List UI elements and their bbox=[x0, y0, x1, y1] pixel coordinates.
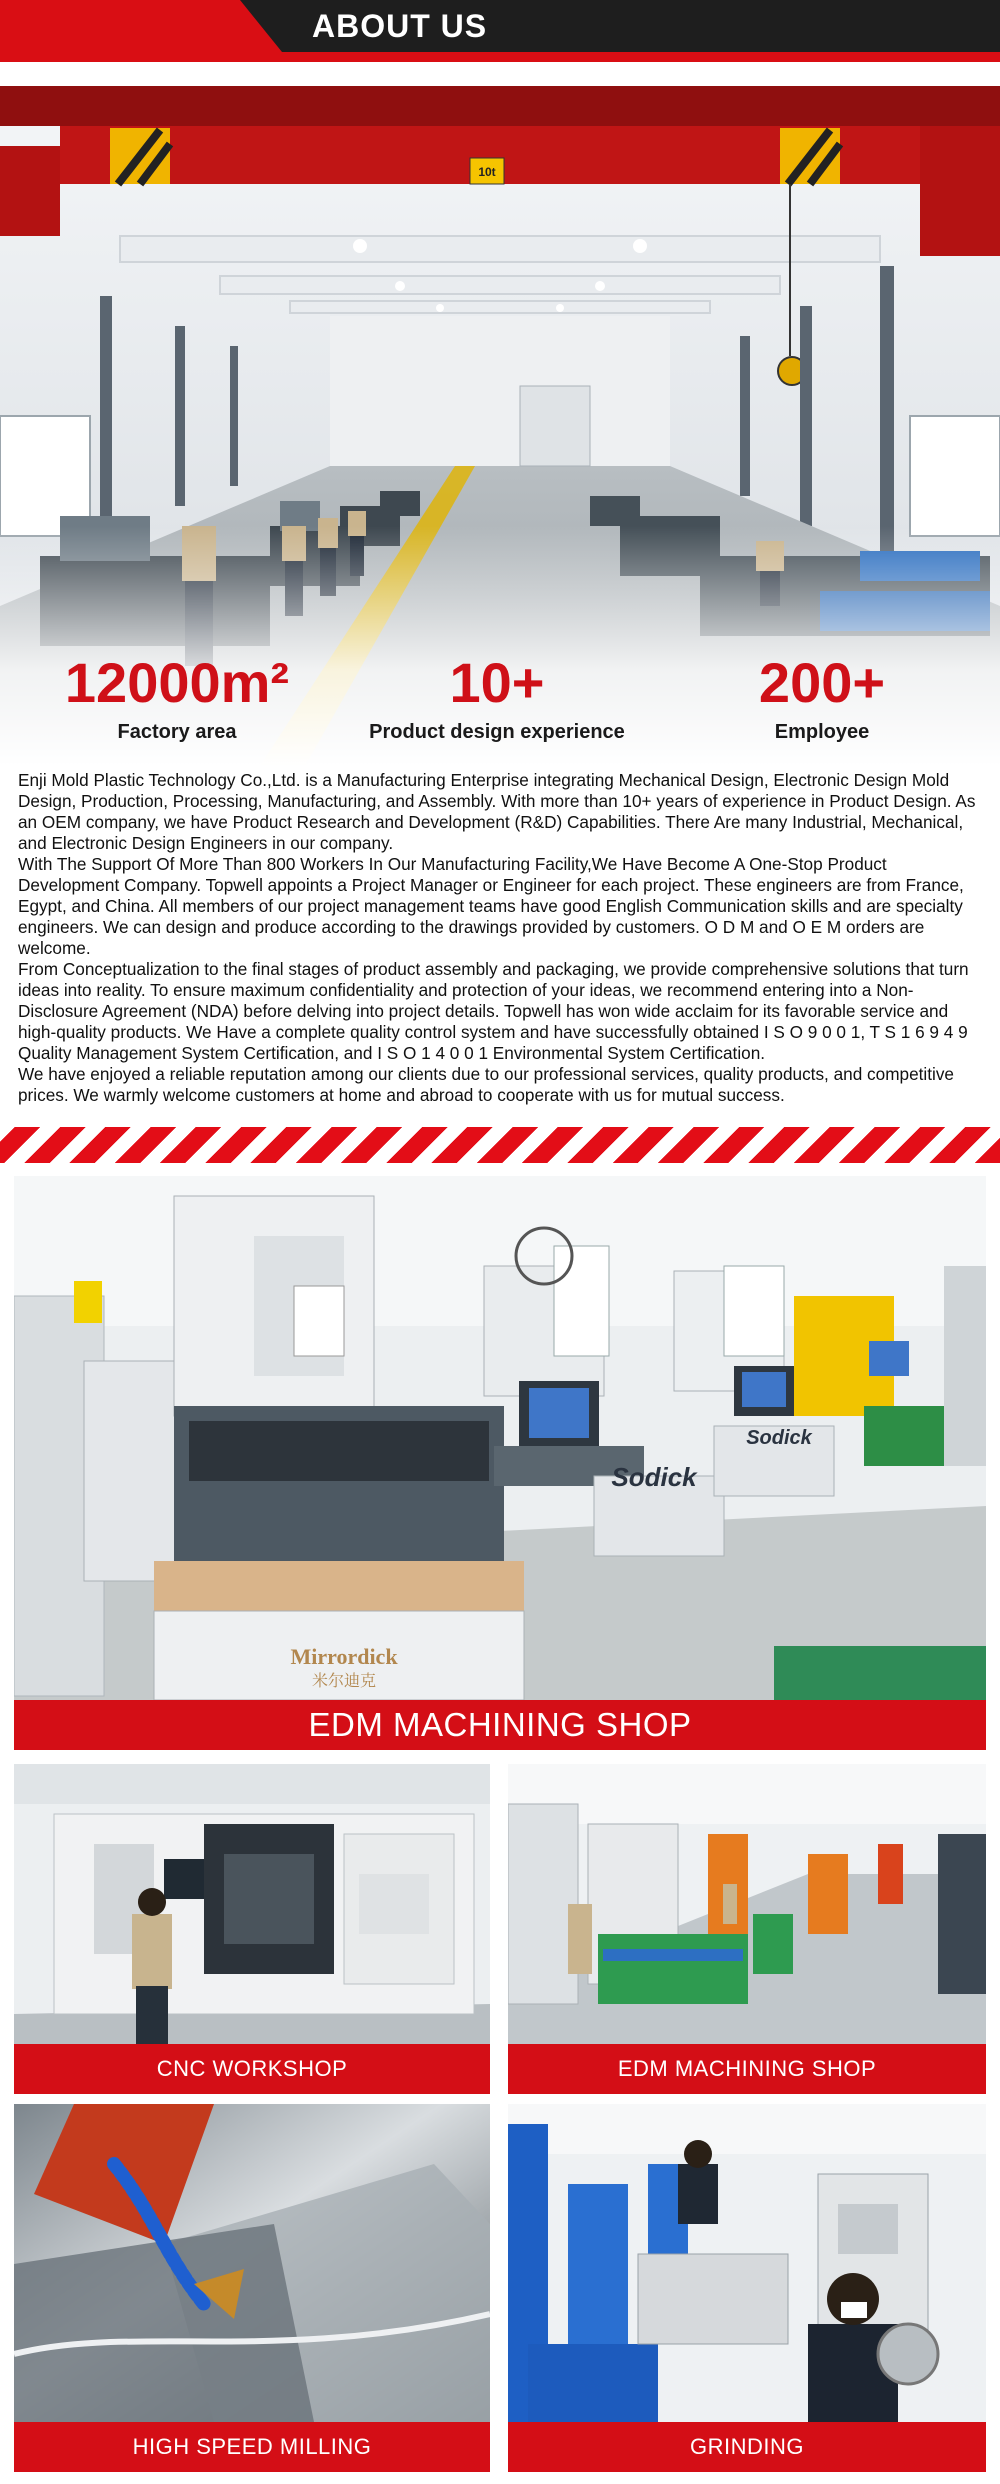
page-title: ABOUT US bbox=[312, 8, 488, 44]
section-caption: HIGH SPEED MILLING bbox=[14, 2422, 490, 2472]
section-caption: GRINDING bbox=[508, 2422, 986, 2472]
about-us-header bbox=[0, 0, 1000, 72]
grinding-workers-photo bbox=[508, 2104, 986, 2422]
section-caption: EDM MACHINING SHOP bbox=[508, 2044, 986, 2094]
striped-divider bbox=[0, 1127, 1000, 1163]
edm-floor-photo bbox=[508, 1764, 986, 2044]
milling-closeup-photo bbox=[14, 2104, 490, 2422]
edm-shop-floor-photo bbox=[508, 1764, 986, 2094]
description-paragraph: With The Support Of More Than 800 Workers In Our Manufacturing Facility,We Have Become A One-Stop Product Development Company. Topwell appoints a Project Manager or Engineer for each project. These engineers are from France, Egypt, and China. All members of our project management teams have good English Communication skills and are specialty engineers. We can design and produce according to the drawings provided by customers. O D M and O E M orders are welcome. bbox=[18, 854, 964, 958]
stat-value: 200+ bbox=[758, 651, 886, 714]
stat-value: 10+ bbox=[449, 651, 545, 714]
description-paragraph: Enji Mold Plastic Technology Co.,Ltd. is a Manufacturing Enterprise integrating Mechanical Design, Electronic Design Mold Design, Production, Processing, Manufacturing, and Assembly. With more than 10+ years of experience in Product Design. As an OEM company, we have Product Research and Development (R&D) Capabilities. There Are many Industrial, Mechanical, and Electronic Design Engineers in our company. bbox=[18, 770, 976, 853]
crane-load-sign: 10t bbox=[478, 165, 496, 179]
stat-label: Product design experience bbox=[369, 721, 625, 743]
cnc-workshop-photo bbox=[14, 1764, 490, 2094]
high-speed-milling-photo bbox=[14, 2104, 490, 2472]
mirrordick-brand: Mirrordick bbox=[290, 1644, 398, 1669]
edm-machines-photo bbox=[14, 1176, 986, 1700]
cnc-machine-photo bbox=[14, 1764, 490, 2044]
stat-factory-area bbox=[47, 651, 307, 747]
stat-design-experience bbox=[367, 651, 627, 747]
stat-employee bbox=[692, 651, 952, 747]
company-stats bbox=[0, 651, 1000, 761]
factory-hero bbox=[0, 86, 1000, 766]
section-caption: EDM MACHINING SHOP bbox=[14, 1700, 986, 1750]
section-caption: CNC WORKSHOP bbox=[14, 2044, 490, 2094]
grinding-photo bbox=[508, 2104, 986, 2472]
company-description bbox=[18, 770, 982, 1106]
header-divider bbox=[0, 64, 1000, 70]
sodick-brand: Sodick bbox=[611, 1462, 697, 1492]
sodick-brand-secondary: Sodick bbox=[746, 1427, 812, 1449]
stat-label: Employee bbox=[774, 721, 870, 743]
stat-label: Factory area bbox=[117, 721, 237, 743]
description-paragraph: We have enjoyed a reliable reputation among our clients due to our professional services, quality products, and competitive prices. We warmly welcome customers at home and abroad to cooperate with us for mutual success. bbox=[18, 1064, 954, 1105]
description-paragraph: From Conceptualization to the final stages of product assembly and packaging, we provide comprehensive solutions that turn ideas into reality. To ensure maximum confidentiality and protection of your ideas, we recommend entering into a Non-Disclosure Agreement (NDA) before delving into project details. Topwell has won wide acclaim for its favorable service and high-quality products. We Have a complete quality control system and have successfully obtained I S O 9 0 0 1, T S 1 6 9 4 9 Quality Management System Certification, and I S O 1 4 0 0 1 Environmental System Certification. bbox=[18, 959, 969, 1063]
edm-machining-shop-photo bbox=[14, 1176, 986, 1750]
stat-value: 12000m² bbox=[64, 651, 290, 714]
mirrordick-brand-cn: 米尔迪克 bbox=[311, 1671, 377, 1690]
